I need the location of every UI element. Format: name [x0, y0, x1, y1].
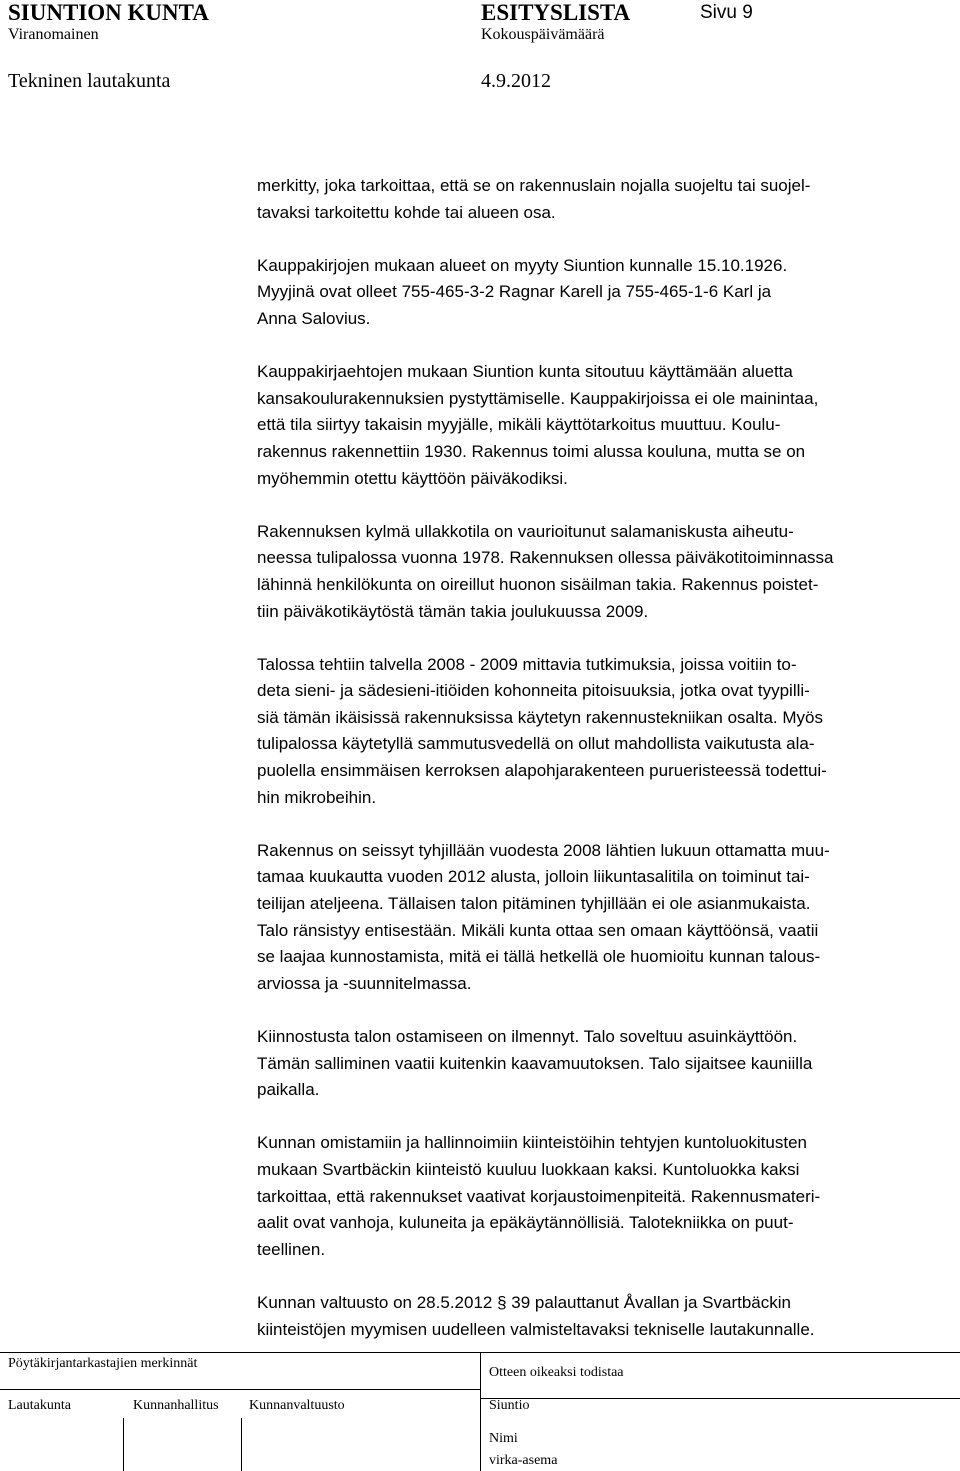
footer-divider	[480, 1352, 481, 1471]
body-line: myöhemmin otettu käyttöön päiväkodiksi.	[257, 468, 568, 488]
lautakunta-label: Lautakunta	[8, 1398, 71, 1413]
body-line: Kunnan omistamiin ja hallinnoimiin kiinteistöihin tehtyjen kuntoluokitusten	[257, 1133, 807, 1153]
org-name: SIUNTION KUNTA	[8, 0, 209, 25]
footer-col-sep-2	[241, 1418, 242, 1471]
body-line: puolella ensimmäisen kerroksen alapohjarakenteen purueristeessä todettui-	[257, 761, 827, 781]
body-line: merkitty, joka tarkoittaa, että se on rakennuslain nojalla suojeltu tai suojel-	[257, 176, 811, 195]
virka-asema-label: virka-asema	[489, 1453, 558, 1468]
body-line: Myyjinä ovat olleet 755-465-3-2 Ragnar Karell ja 755-465-1-6 Karl ja	[257, 282, 772, 302]
footer-col-sep-1	[123, 1418, 124, 1471]
body-line: tamaa kuukautta vuoden 2012 alusta, jolloin liikuntasalitila on toiminut tai-	[257, 867, 810, 887]
body-line: teilijan ateljeena. Tällaisen talon pitäminen tyhjillään ei ole asianmukaista.	[257, 894, 811, 914]
body-line: teellinen.	[257, 1239, 326, 1259]
footer-rule-left	[0, 1389, 480, 1390]
body-line: tarkoittaa, että rakennukset vaativat korjaustoimenpiteitä. Rakennusmateri-	[257, 1186, 821, 1206]
meeting-date: 4.9.2012	[481, 70, 551, 92]
footer	[0, 1352, 960, 1471]
paragraph-gap	[257, 333, 947, 360]
body-line: siä tämän ikäisissä rakennuksissa käytetyn rakennustekniikan osalta. Myös	[257, 707, 823, 727]
paragraph-gap	[257, 625, 947, 652]
body-line: mukaan Svartbäckin kiinteistö kuuluu luokkaan kaksi. Kuntoluokka kaksi	[257, 1159, 800, 1179]
body-line: tiin päiväkotikäytöstä tämän takia joulukuussa 2009.	[257, 601, 649, 621]
page-number: Sivu 9	[700, 2, 753, 23]
authority-name: Tekninen lautakunta	[8, 70, 171, 92]
body-line: Kunnan valtuusto on 28.5.2012 § 39 palauttanut Åvallan ja Svartbäckin	[257, 1292, 791, 1312]
paragraph-gap	[257, 226, 947, 253]
inspector-notes-label: Pöytäkirjantarkastajien merkinnät	[8, 1356, 198, 1371]
body-line: se laajaa kunnostamista, mitä ei tällä hetkellä ole huomioitu kunnan talous-	[257, 947, 821, 967]
body-line: hin mikrobeihin.	[257, 787, 377, 807]
authority-label: Viranomainen	[8, 26, 99, 43]
body-line: paikalla.	[257, 1080, 320, 1100]
body-line: Talo ränsistyy entisestään. Mikäli kunta ottaa sen omaan käyttöönsä, vaatii	[257, 920, 819, 940]
body-line: rakennus rakennettiin 1930. Rakennus toimi alussa kouluna, mutta se on	[257, 441, 806, 461]
body-line: kansakoulurakennuksien pystyttämiselle. Kauppakirjoissa ei ole mainintaa,	[257, 388, 819, 408]
body-line: tulipalossa käytetyllä sammutusvedellä on ollut mahdollista vaikutusta ala-	[257, 734, 815, 754]
body-line: aalit ovat vanhoja, kuluneita ja epäkäytännöllisiä. Talotekniikka on puut-	[257, 1213, 794, 1233]
body-line: Kiinnostusta talon ostamiseen on ilmennyt. Talo soveltuu asuinkäyttöön.	[257, 1027, 798, 1046]
body-line: neessa tulipalossa vuonna 1978. Rakennuksen ollessa päiväkotitoiminnassa	[257, 548, 834, 568]
paragraph-gap	[257, 997, 947, 1024]
certified-label: Otteen oikeaksi todistaa	[489, 1365, 624, 1380]
kunnanhallitus-label: Kunnanhallitus	[133, 1398, 219, 1413]
body-line: arviossa ja -suunnitelmassa.	[257, 973, 472, 993]
body-line: Anna Salovius.	[257, 308, 371, 328]
body-line: lähinnä henkilökunta on oireillut huonon sisäilman takia. Rakennus poistet-	[257, 574, 819, 594]
paragraph-gap	[257, 1104, 947, 1131]
body-line: että tila siirtyy takaisin myyjälle, mikäli käyttötarkoitus muuttuu. Koulu-	[257, 415, 781, 435]
body-line: Tämän salliminen vaatii kuitenkin kaavamuutoksen. Talo sijaitsee kauniilla	[257, 1053, 813, 1073]
body-line: tavaksi tarkoitettu kohde tai alueen osa.	[257, 202, 556, 222]
paragraph-gap	[257, 811, 947, 838]
siuntio-label: Siuntio	[489, 1398, 530, 1413]
kunnanvaltuusto-label: Kunnanvaltuusto	[249, 1398, 345, 1413]
nimi-label: Nimi	[489, 1431, 518, 1446]
body-line: Talossa tehtiin talvella 2008 - 2009 mittavia tutkimuksia, joissa voitiin to-	[257, 654, 797, 674]
footer-rule-right	[480, 1398, 960, 1399]
date-label: Kokouspäivämäärä	[481, 26, 605, 43]
doc-type: ESITYSLISTA	[481, 0, 631, 25]
body-line: Kauppakirjaehtojen mukaan Siuntion kunta sitoutuu käyttämään aluetta	[257, 362, 793, 382]
body-line: deta sieni- ja sädesieni-itiöiden kohonneita pitoisuuksia, jotka ovat tyypilli-	[257, 681, 810, 701]
body-line: Kauppakirjojen mukaan alueet on myyty Siuntion kunnalle 15.10.1926.	[257, 255, 788, 275]
body-line: Rakennus on seissyt tyhjillään vuodesta 2008 lähtien lukuun ottamatta muu-	[257, 840, 830, 860]
document-body	[257, 173, 947, 1343]
paragraph-gap	[257, 492, 947, 519]
paragraph-gap	[257, 1263, 947, 1290]
body-line: Rakennuksen kylmä ullakkotila on vaurioitunut salamaniskusta aiheutu-	[257, 521, 794, 541]
body-line: kiinteistöjen myymisen uudelleen valmisteltavaksi tekniselle lautakunnalle.	[257, 1319, 815, 1339]
